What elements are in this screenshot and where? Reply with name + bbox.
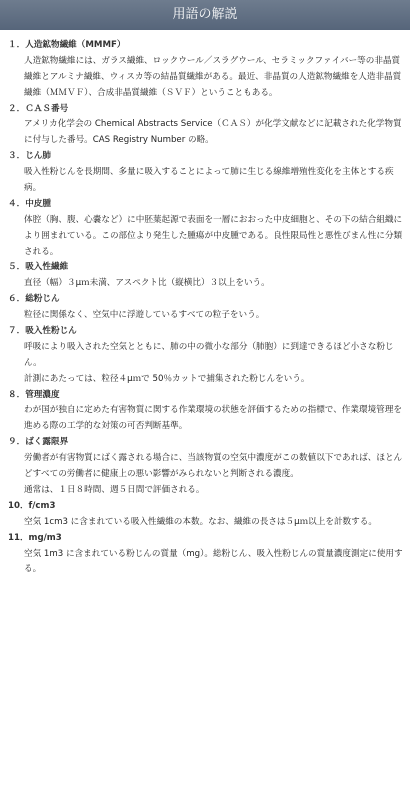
glossary-entry bbox=[6, 38, 404, 102]
entry-description: わが国が独自に定めた有害物質に関する作業環境の状態を評価するための指標で、作業環境管理を進める際の工学的な対策の可否判断基準。 bbox=[24, 405, 402, 432]
entry-description: 体腔（胸、腹、心嚢など）に中胚葉起源で表面を一層におおった中皮細胞と、その下の結合組織により囲まれている。この部位より発生した腫瘍が中皮腫である。良性限局性と悪性びまん性に分類される。 bbox=[24, 214, 403, 257]
page-title: 用語の解説 bbox=[172, 7, 238, 22]
entry-term: ４．中皮腫 bbox=[8, 198, 51, 209]
entry-term: １．人造鉱物繊維（MMMF） bbox=[8, 40, 126, 50]
entry-description: 吸入性粉じんを長期間、多量に吸入することによって肺に生じる線維増殖性変化を主体とする疾病。 bbox=[24, 167, 394, 194]
entry-term: 10．f/cm3 bbox=[8, 500, 56, 511]
entry-term: ８．管理濃度 bbox=[8, 389, 60, 400]
glossary bbox=[0, 30, 410, 578]
entry-term: ３．じん肺 bbox=[8, 151, 51, 162]
glossary-entry bbox=[6, 292, 404, 324]
entry-term: ２．ＣＡＳ番号 bbox=[8, 103, 69, 114]
entry-term: ７．吸入性粉じん bbox=[8, 326, 77, 337]
entry-description: 粒径に関係なく、空気中に浮遊しているすべての粒子をいう。 bbox=[24, 310, 265, 321]
glossary-entry bbox=[6, 531, 404, 579]
glossary-entry bbox=[6, 102, 404, 150]
entry-description: 呼吸により吸入された空気とともに、肺の中の微小な部分（肺胞）に到達できるほど小さな粉じん。 bbox=[24, 341, 394, 368]
entry-description: 空気 1cm3 に含まれている吸入性繊維の本数。なお、繊維の長さは５μｍ以上を計数する。 bbox=[24, 516, 377, 527]
glossary-entry bbox=[6, 435, 404, 499]
glossary-entry bbox=[6, 388, 404, 436]
entry-term: ９．ばく露限界 bbox=[8, 437, 69, 448]
entry-description: 労働者が有害物質にばく露される場合に、当該物質の空気中濃度がこの数値以下であれば、ほとんどすべての労働者に健康上の悪い影響がみられないと判断される濃度。 bbox=[24, 453, 403, 480]
entry-term: ５．吸入性繊維 bbox=[8, 262, 69, 273]
entry-description: 人造鉱物繊維には、ガラス繊維、ロックウール／スラグウール、セラミックファイバー等の非晶質繊維とアルミナ繊維、ウィスカ等の結晶質繊維がある。最近、非晶質の人造鉱物繊維を人造非晶質繊維（ＭＭＶＦ）、合成非晶質繊維（ＳＶＦ）ということもある。 bbox=[24, 55, 402, 98]
entry-description: アメリカ化学会の Chemical Abstracts Service（ＣＡＳ）が化学文献などに記載された化学物質に付与した番号。CAS Registry Number の略。 bbox=[24, 119, 402, 146]
glossary-entry bbox=[6, 197, 404, 261]
glossary-entry bbox=[6, 260, 404, 292]
glossary-entry bbox=[6, 499, 404, 531]
entry-description: 空気 1m3 に含まれている粉じんの質量（mg）。総粉じん、吸入性粉じんの質量濃度測定に使用する。 bbox=[24, 548, 403, 575]
entry-description: 通常は、１日８時間、週５日間で評価される。 bbox=[24, 484, 205, 495]
glossary-entry bbox=[6, 149, 404, 197]
title-bar bbox=[0, 0, 410, 30]
glossary-entry bbox=[6, 324, 404, 388]
entry-term: ６．総粉じん bbox=[8, 294, 60, 305]
entry-description: 直径（幅）３μｍ未満、アスペクト比（縦横比）３以上をいう。 bbox=[24, 278, 270, 289]
entry-description: 計測にあたっては、粒径４μｍで 50％カットで捕集された粉じんをいう。 bbox=[24, 373, 310, 384]
entry-term: 11．mg/m3 bbox=[8, 532, 62, 543]
